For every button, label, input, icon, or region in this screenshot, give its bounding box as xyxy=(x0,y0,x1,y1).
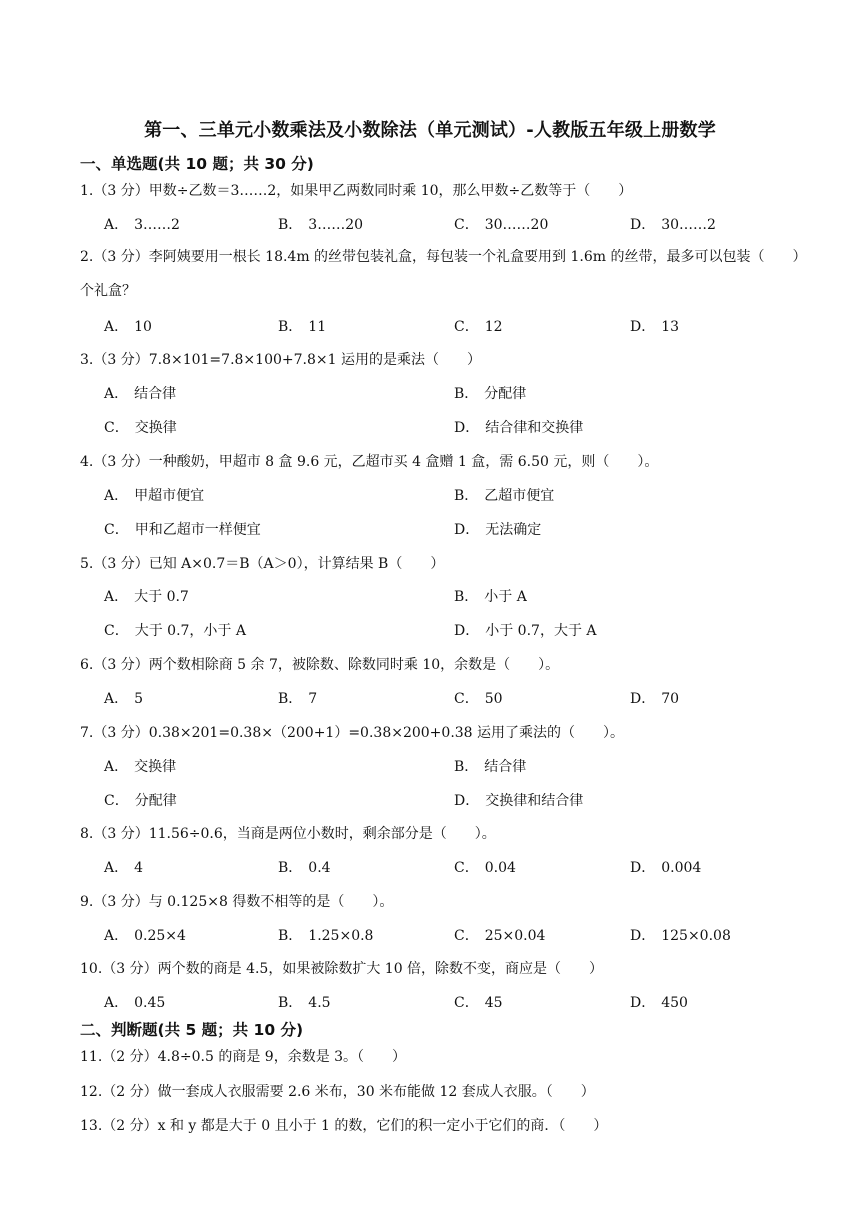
option-3b[interactable]: B． 分配律 xyxy=(454,386,527,402)
option-2a[interactable]: A． 10 xyxy=(104,319,152,335)
option-3d[interactable]: D． 结合律和交换律 xyxy=(454,420,584,436)
option-7b[interactable]: B． 结合律 xyxy=(454,759,527,775)
option-9c[interactable]: C． 25×0.04 xyxy=(454,928,546,944)
section-heading-true-false: 二、判断题(共 5 题；共 10 分) xyxy=(80,1021,304,1039)
option-2c[interactable]: C． 12 xyxy=(454,319,503,335)
option-4c[interactable]: C． 甲和乙超市一样便宜 xyxy=(104,522,261,538)
option-6a[interactable]: A． 5 xyxy=(104,691,144,707)
option-7d[interactable]: D． 交换律和结合律 xyxy=(454,793,584,809)
question-3: 3.（3 分）7.8×101=7.8×100+7.8×1 运用的是乘法（ ） xyxy=(80,352,481,368)
option-7c[interactable]: C． 分配律 xyxy=(104,793,177,809)
question-9: 9.（3 分）与 0.125×8 得数不相等的是（ ）。 xyxy=(80,894,394,910)
section-heading-single-choice: 一、单选题(共 10 题；共 30 分) xyxy=(80,155,314,173)
question-5: 5.（3 分）已知 A×0.7＝B（A＞0），计算结果 B（ ） xyxy=(80,556,445,572)
question-12: 12.（2 分）做一套成人衣服需要 2.6 米布，30 米布能做 12 套成人衣服。（ ） xyxy=(80,1084,595,1100)
option-5d[interactable]: D． 小于 0.7，大于 A xyxy=(454,623,597,639)
option-8c[interactable]: C． 0.04 xyxy=(454,860,516,876)
option-6d[interactable]: D． 70 xyxy=(630,691,680,707)
option-8a[interactable]: A． 4 xyxy=(104,860,144,876)
option-5a[interactable]: A． 大于 0.7 xyxy=(104,589,189,605)
option-6b[interactable]: B． 7 xyxy=(278,691,318,707)
option-10b[interactable]: B． 4.5 xyxy=(278,995,331,1011)
question-1: 1.（3 分）甲数÷乙数＝3……2，如果甲乙两数同时乘 10，那么甲数÷乙数等于（ ） xyxy=(80,183,633,199)
option-5c[interactable]: C． 大于 0.7，小于 A xyxy=(104,623,246,639)
question-10: 10.（3 分）两个数的商是 4.5，如果被除数扩大 10 倍，除数不变，商应是（ ） xyxy=(80,961,604,977)
question-13: 13.（2 分）x 和 y 都是大于 0 且小于 1 的数，它们的积一定小于它们的商．（ ） xyxy=(80,1118,608,1134)
option-4a[interactable]: A． 甲超市便宜 xyxy=(104,488,205,504)
question-4: 4.（3 分）一种酸奶，甲超市 8 盒 9.6 元，乙超市买 4 盒赠 1 盒，需 6.50 元，则（ ）。 xyxy=(80,454,659,470)
option-7a[interactable]: A． 交换律 xyxy=(104,759,177,775)
option-2b[interactable]: B． 11 xyxy=(278,319,327,335)
option-2d[interactable]: D． 13 xyxy=(630,319,680,335)
option-9b[interactable]: B． 1.25×0.8 xyxy=(278,928,374,944)
option-5b[interactable]: B． 小于 A xyxy=(454,589,527,605)
option-1a[interactable]: A． 3……2 xyxy=(104,217,180,233)
option-3a[interactable]: A． 结合律 xyxy=(104,386,177,402)
question-7: 7.（3 分）0.38×201=0.38×（200+1）=0.38×200+0.38 运用了乘法的（ ）。 xyxy=(80,725,625,741)
question-11: 11.（2 分）4.8÷0.5 的商是 9，余数是 3。（ ） xyxy=(80,1049,407,1065)
question-8: 8.（3 分）11.56÷0.6，当商是两位小数时，剩余部分是（ ）。 xyxy=(80,826,496,842)
option-3c[interactable]: C． 交换律 xyxy=(104,420,177,436)
question-6: 6.（3 分）两个数相除商 5 余 7，被除数、除数同时乘 10，余数是（ ）。 xyxy=(80,657,560,673)
option-1b[interactable]: B． 3……20 xyxy=(278,217,364,233)
option-10c[interactable]: C． 45 xyxy=(454,995,503,1011)
option-10a[interactable]: A． 0.45 xyxy=(104,995,166,1011)
option-9a[interactable]: A． 0.25×4 xyxy=(104,928,186,944)
option-1c[interactable]: C． 30……20 xyxy=(454,217,549,233)
option-9d[interactable]: D． 125×0.08 xyxy=(630,928,731,944)
option-1d[interactable]: D． 30……2 xyxy=(630,217,716,233)
option-4b[interactable]: B． 乙超市便宜 xyxy=(454,488,555,504)
option-4d[interactable]: D． 无法确定 xyxy=(454,522,542,538)
option-6c[interactable]: C． 50 xyxy=(454,691,503,707)
question-2: 2.（3 分）李阿姨要用一根长 18.4m 的丝带包装礼盒，每包装一个礼盒要用到 1.6m 的丝带，最多可以包装（ ）个礼盒？ xyxy=(80,249,807,299)
page-title: 第一、三单元小数乘法及小数除法（单元测试）-人教版五年级上册数学 xyxy=(144,120,716,141)
option-10d[interactable]: D． 450 xyxy=(630,995,688,1011)
option-8d[interactable]: D． 0.004 xyxy=(630,860,702,876)
option-8b[interactable]: B． 0.4 xyxy=(278,860,331,876)
